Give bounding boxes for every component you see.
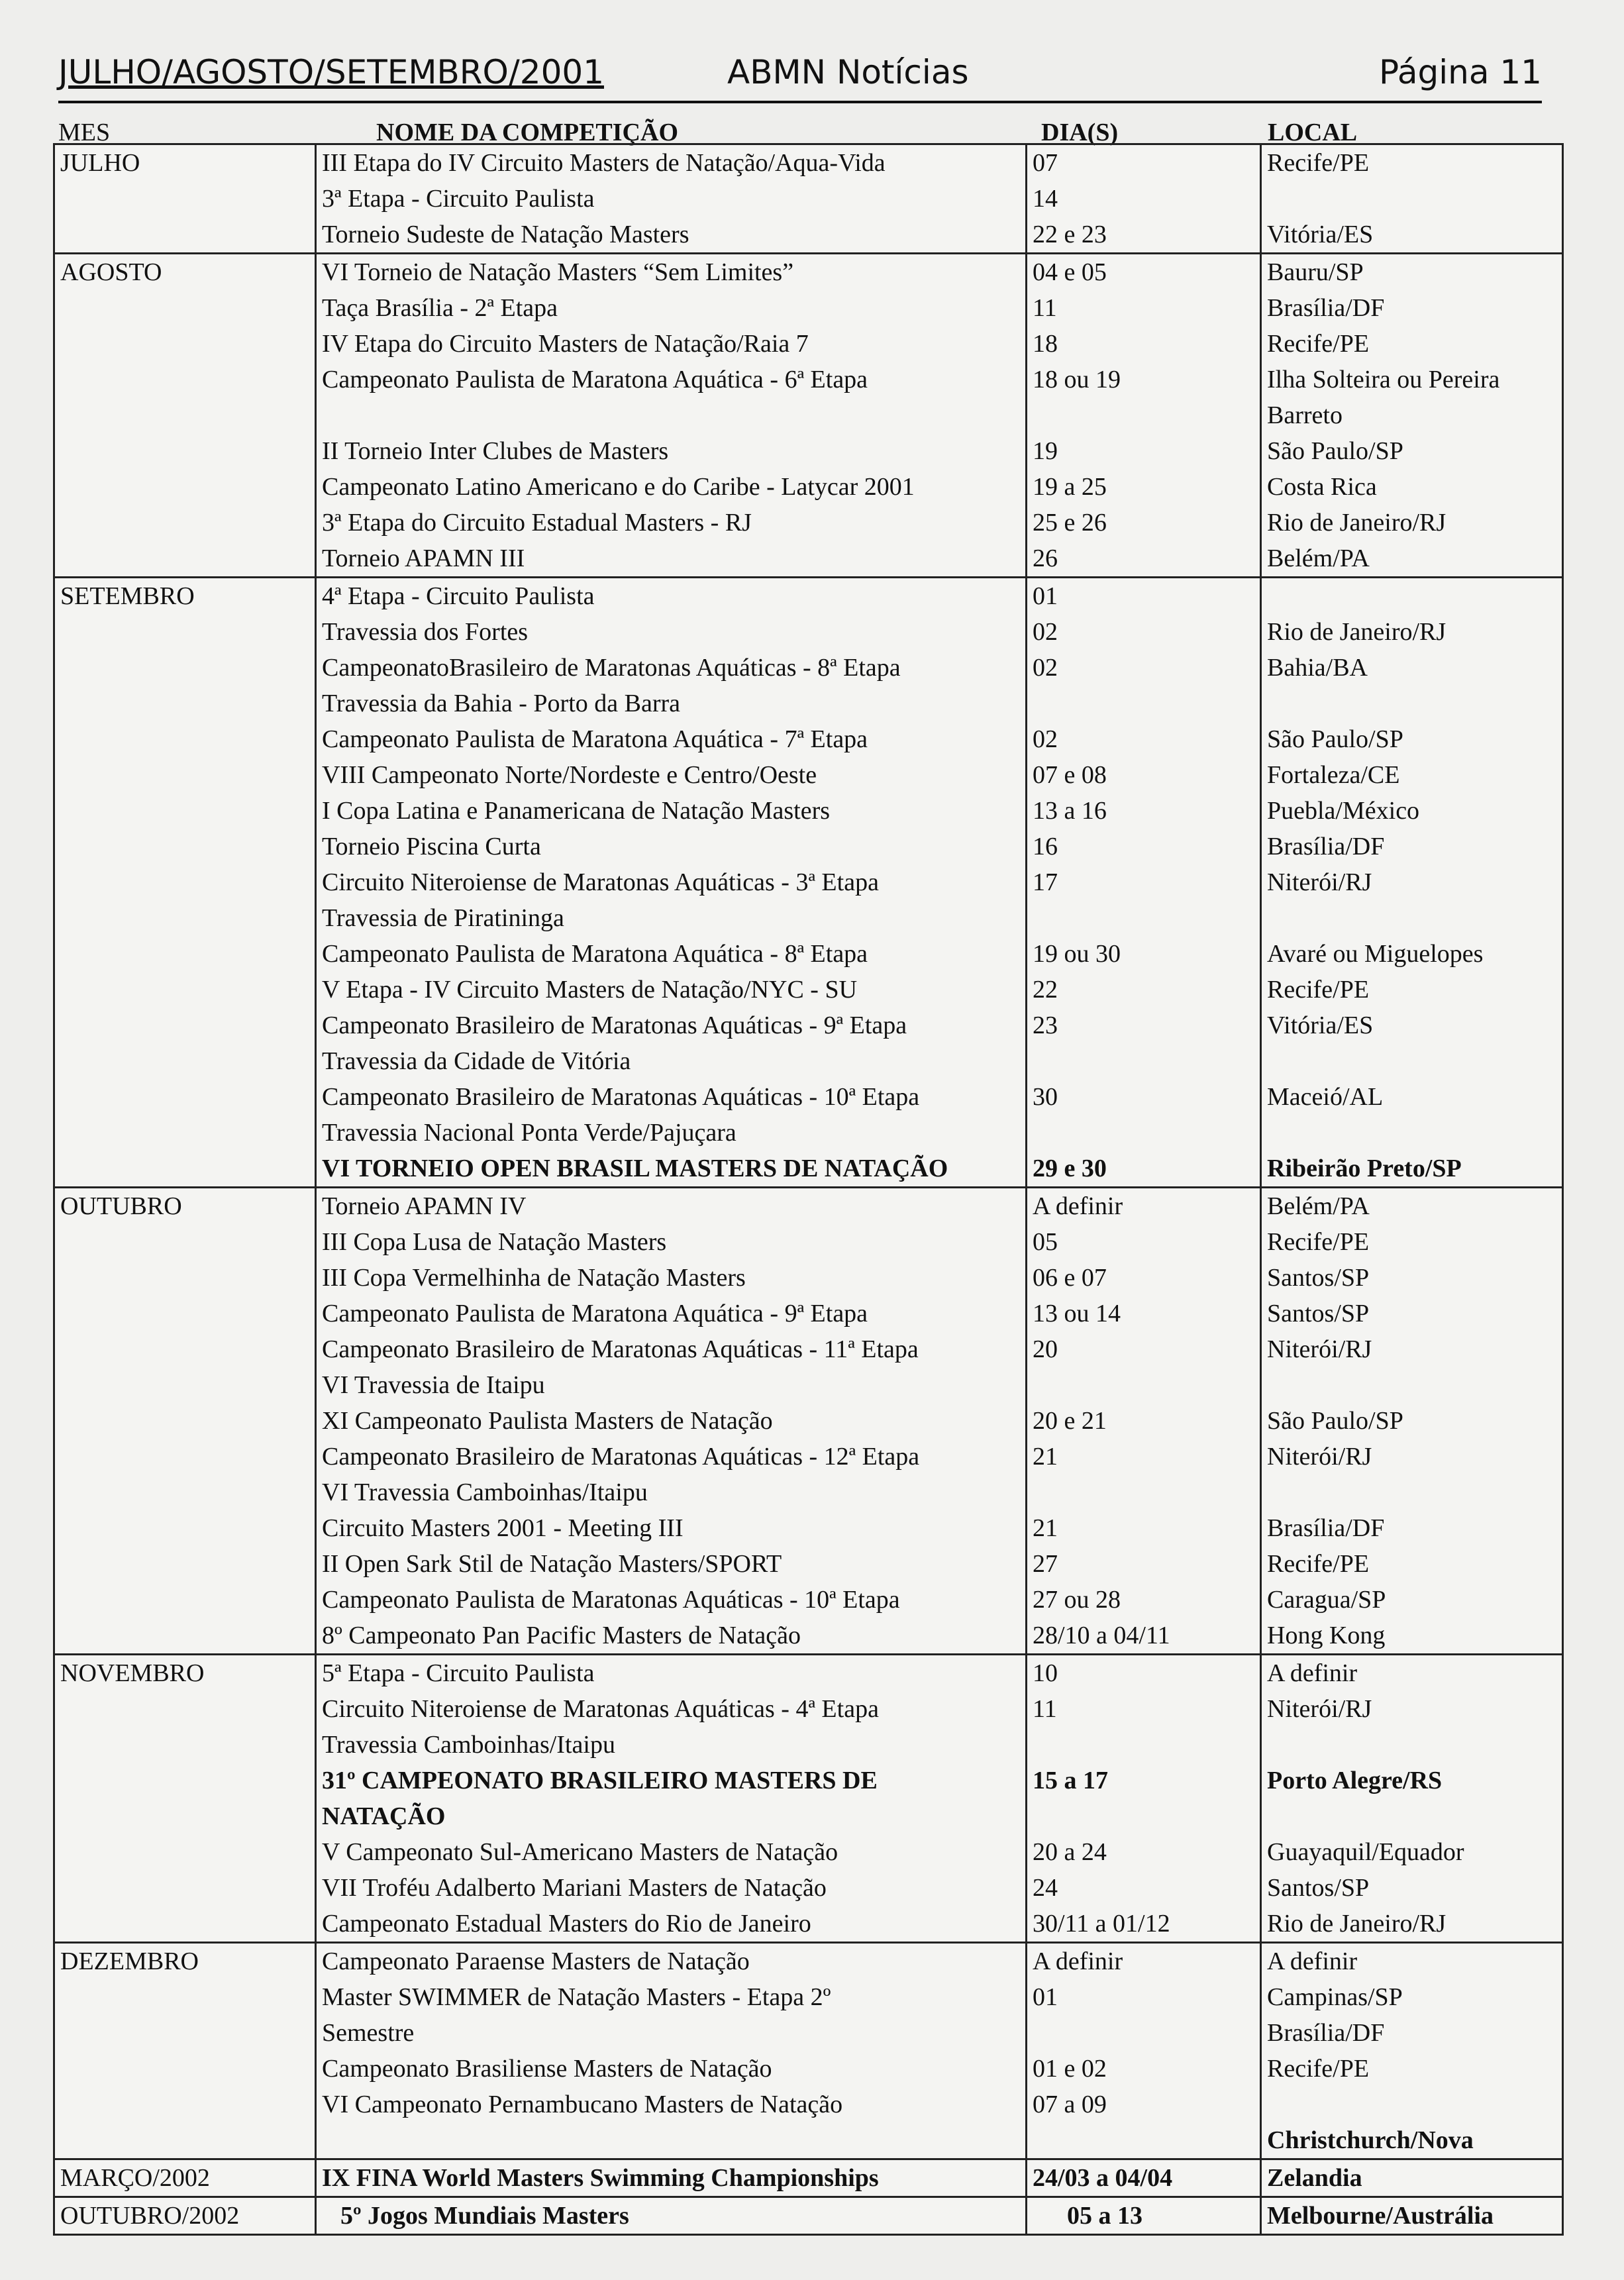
competition-name: Campeonato Brasileiro de Maratonas Aquáticas - 12ª Etapa [322,1443,920,1471]
competition-name: Travessia de Piratininga [322,904,564,932]
competition-name: Campeonato Brasileiro de Maratonas Aquáticas - 11ª Etapa [322,1335,919,1363]
competition-location-cell [1261,1188,1563,1655]
competition-name: II Torneio Inter Clubes de Masters [322,437,669,465]
competition-location [1267,1043,1556,1079]
competition-days: 06 e 07 [1033,1264,1107,1292]
competition-days [1033,2015,1254,2051]
competition-location: Guayaquil/Equador [1267,1838,1464,1866]
month-label: DEZEMBRO [54,1943,316,2159]
competition-days-cell [1027,2197,1261,2235]
competition-name: Circuito Niteroiense de Maratonas Aquáticas - 4ª Etapa [322,1695,879,1723]
competition-days: 22 [1033,976,1058,1004]
competition-name: VI Campeonato Pernambucano Masters de Natação [322,2091,843,2118]
competition-days: 13 a 16 [1033,797,1107,825]
competition-location: Maceió/AL [1267,1083,1384,1111]
competition-days [1033,1367,1254,1403]
month-row [54,2159,1563,2197]
page-number: Página 11 [1378,53,1542,91]
competition-location: Hong Kong [1267,1622,1386,1649]
competition-location: Niterói/RJ [1267,1443,1372,1471]
competition-location: Ilha Solteira ou Pereira [1267,366,1500,393]
competition-name: VII Troféu Adalberto Mariani Masters de Natação [322,1874,827,1902]
competition-name: Campeonato Estadual Masters do Rio de Janeiro [322,1910,811,1938]
competition-location-cell [1261,2197,1563,2235]
competition-days [1033,1043,1254,1079]
competition-schedule-table [53,143,1564,2236]
competition-name: VI Travessia Camboinhas/Itaipu [322,1478,648,1506]
competition-days: 27 [1033,1550,1058,1578]
competition-location: Recife/PE [1267,1228,1370,1256]
competition-name: Campeonato Brasiliense Masters de Natação [322,2055,772,2083]
competition-name: Circuito Masters 2001 - Meeting III [322,1514,684,1542]
competition-days: 11 [1033,1695,1057,1723]
competition-name: VI Torneio de Natação Masters “Sem Limites” [322,258,794,286]
competition-days: 18 [1033,330,1058,358]
competition-name: Campeonato Brasileiro de Maratonas Aquáticas - 10ª Etapa [322,1083,920,1111]
competition-name: Campeonato Paulista de Maratona Aquática - 7ª Etapa [322,725,868,753]
competition-name: Travessia dos Fortes [322,618,529,646]
competition-name: XI Campeonato Paulista Masters de Natação [322,1407,773,1435]
competition-name: VI TORNEIO OPEN BRASIL MASTERS DE NATAÇÃO [322,1155,948,1182]
month-row [54,144,1563,254]
competition-location [1267,578,1556,614]
competition-location: Recife/PE [1267,149,1370,177]
competition-location: Brasília/DF [1267,1514,1385,1542]
competition-name: 31º CAMPEONATO BRASILEIRO MASTERS DE [322,1767,878,1794]
competition-name: Master SWIMMER de Natação Masters - Etapa 2º [322,1983,831,2011]
competition-days: 19 ou 30 [1033,940,1121,968]
competition-days: 22 e 23 [1033,221,1107,248]
competition-location: Recife/PE [1267,1550,1370,1578]
competition-location: Porto Alegre/RS [1267,1767,1443,1794]
column-header-dia: DIA(S) [1041,119,1119,146]
competition-location [1267,686,1556,721]
column-header-local: LOCAL [1268,119,1358,146]
competition-days-cell [1027,1655,1261,1943]
competition-name: III Etapa do IV Circuito Masters de Natação/Aqua-Vida [322,149,886,177]
competition-name: 3ª Etapa - Circuito Paulista [322,185,595,213]
competition-days: 19 [1033,437,1058,465]
competition-days: 28/10 a 04/11 [1033,1622,1170,1649]
competition-days: 24 [1033,1874,1058,1902]
page-header [58,48,1542,103]
competition-location [1267,1727,1556,1763]
competition-name: 3ª Etapa do Circuito Estadual Masters - RJ [322,509,752,537]
competition-days: 02 [1033,725,1058,753]
competition-location: Recife/PE [1267,330,1370,358]
competition-name-cell [316,2197,1027,2235]
competition-days: 15 a 17 [1033,1767,1108,1794]
competition-location: Fortaleza/CE [1267,761,1400,789]
month-row [54,1188,1563,1655]
competition-days: 04 e 05 [1033,258,1107,286]
competition-name: Travessia da Cidade de Vitória [322,1047,631,1075]
competition-location: Rio de Janeiro/RJ [1267,509,1446,537]
competition-location [1267,1798,1556,1834]
competition-name-cell [316,1655,1027,1943]
competition-name: Campeonato Paulista de Maratona Aquática - 8ª Etapa [322,940,868,968]
competition-days: 02 [1033,618,1058,646]
competition-location: Bauru/SP [1267,258,1364,286]
competition-location [1267,2087,1556,2122]
issue-date: JULHO/AGOSTO/SETEMBRO/2001 [58,53,604,91]
competition-location: Vitória/ES [1267,1011,1374,1039]
competition-days-cell [1027,144,1261,254]
competition-location: Niterói/RJ [1267,1335,1372,1363]
competition-days: 18 ou 19 [1033,366,1121,393]
competition-days: 07 a 09 [1033,2091,1107,2118]
competition-name-cell [316,1943,1027,2159]
competition-days: 01 [1033,1983,1058,2011]
competition-days: 21 [1033,1514,1058,1542]
month-label: SETEMBRO [54,578,316,1188]
competition-name: Torneio APAMN III [322,544,525,572]
competition-days-cell [1027,1188,1261,1655]
competition-name [322,2122,1020,2158]
competition-location: Vitória/ES [1267,221,1374,248]
competition-location: Avaré ou Miguelopes [1267,940,1484,968]
competition-days-cell [1027,578,1261,1188]
competition-location-cell [1261,1943,1563,2159]
column-header-nome: NOME DA COMPETIÇÃO [376,119,678,146]
competition-location: Santos/SP [1267,1874,1370,1902]
month-label: OUTUBRO/2002 [54,2197,316,2235]
competition-days-cell [1027,254,1261,578]
competition-days: A definir [1033,1192,1123,1220]
competition-name: Campeonato Paraense Masters de Natação [322,1947,750,1975]
competition-days: 20 [1033,1335,1058,1363]
competition-name: Circuito Niteroiense de Maratonas Aquáticas - 3ª Etapa [322,868,879,896]
competition-days: 16 [1033,833,1058,860]
competition-location: São Paulo/SP [1267,437,1403,465]
competition-location-cell [1261,578,1563,1188]
competition-days: 30/11 a 01/12 [1033,1910,1170,1938]
competition-location: Santos/SP [1267,1300,1370,1327]
competition-days: 07 [1033,149,1058,177]
competition-location: Rio de Janeiro/RJ [1267,618,1446,646]
competition-days: 13 ou 14 [1033,1300,1121,1327]
competition-name: Campeonato Latino Americano e do Caribe - Latycar 2001 [322,473,915,501]
competition-days [1033,2122,1254,2158]
competition-name: Campeonato Paulista de Maratonas Aquáticas - 10ª Etapa [322,1586,900,1614]
competition-location: Barreto [1267,401,1343,429]
competition-name: Travessia Camboinhas/Itaipu [322,1731,615,1759]
competition-days: 11 [1033,294,1057,322]
competition-days: 20 a 24 [1033,1838,1107,1866]
competition-days: 21 [1033,1443,1058,1471]
competition-name-cell [316,144,1027,254]
competition-name: IV Etapa do Circuito Masters de Natação/Raia 7 [322,330,809,358]
month-label: OUTUBRO [54,1188,316,1655]
competition-name: Taça Brasília - 2ª Etapa [322,294,558,322]
competition-days: 27 ou 28 [1033,1586,1121,1614]
competition-location: Zelandia [1267,2164,1362,2192]
competition-location: Bahia/BA [1267,654,1368,682]
competition-days [1033,1475,1254,1510]
competition-name: Torneio APAMN IV [322,1192,527,1220]
competition-location: Niterói/RJ [1267,868,1372,896]
competition-name: III Copa Vermelhinha de Natação Masters [322,1264,746,1292]
competition-location: A definir [1267,1659,1358,1687]
competition-name-cell [316,254,1027,578]
competition-days: 01 [1033,582,1058,610]
competition-name: III Copa Lusa de Natação Masters [322,1228,667,1256]
competition-name: 5ª Etapa - Circuito Paulista [322,1659,595,1687]
competition-days-cell [1027,2159,1261,2197]
competition-location-cell [1261,2159,1563,2197]
competition-location-cell [1261,144,1563,254]
competition-name: Torneio Sudeste de Natação Masters [322,221,689,248]
competition-name: V Campeonato Sul-Americano Masters de Natação [322,1838,838,1866]
competition-location: A definir [1267,1947,1358,1975]
competition-location: Costa Rica [1267,473,1377,501]
competition-name: Travessia Nacional Ponta Verde/Pajuçara [322,1119,736,1147]
competition-name: Campeonato Paulista de Maratona Aquática - 9ª Etapa [322,1300,868,1327]
competition-location: Campinas/SP [1267,1983,1403,2011]
competition-days [1033,900,1254,936]
competition-name: CampeonatoBrasileiro de Maratonas Aquáticas - 8ª Etapa [322,654,901,682]
competition-location: Brasília/DF [1267,294,1385,322]
competition-days: 29 e 30 [1033,1155,1107,1182]
competition-days [1033,1115,1254,1151]
competition-location: Melbourne/Austrália [1267,2202,1494,2230]
competition-days: 14 [1033,185,1058,213]
month-label: MARÇO/2002 [54,2159,316,2197]
competition-days: 20 e 21 [1033,1407,1107,1435]
competition-days: 25 e 26 [1033,509,1107,537]
competition-days: 05 [1033,1228,1058,1256]
competition-location: Belém/PA [1267,1192,1370,1220]
competition-name: VI Travessia de Itaipu [322,1371,545,1399]
competition-location: Niterói/RJ [1267,1695,1372,1723]
competition-location [1267,1115,1556,1151]
competition-days: 05 a 13 [1067,2202,1142,2230]
competition-name: Torneio Piscina Curta [322,833,541,860]
competition-days: 30 [1033,1083,1058,1111]
competition-name-cell [316,2159,1027,2197]
competition-location: Puebla/México [1267,797,1420,825]
competition-location: São Paulo/SP [1267,1407,1403,1435]
competition-name-cell [316,1188,1027,1655]
competition-name: Travessia da Bahia - Porto da Barra [322,690,681,717]
competition-location: Rio de Janeiro/RJ [1267,1910,1446,1938]
column-headers [53,111,1556,147]
competition-location: Brasília/DF [1267,833,1385,860]
competition-location: Recife/PE [1267,2055,1370,2083]
competition-days: 17 [1033,868,1058,896]
competition-name: Semestre [322,2019,415,2047]
competition-name [322,397,1020,433]
competition-location: Belém/PA [1267,544,1370,572]
competition-days: 01 e 02 [1033,2055,1107,2083]
competition-name: 8º Campeonato Pan Pacific Masters de Natação [322,1622,801,1649]
competition-location-cell [1261,254,1563,578]
competition-location [1267,181,1556,217]
competition-name: NATAÇÃO [322,1802,446,1830]
competition-days-cell [1027,1943,1261,2159]
month-row [54,1655,1563,1943]
competition-days: 26 [1033,544,1058,572]
competition-name: I Copa Latina e Panamericana de Natação Masters [322,797,831,825]
competition-days: 23 [1033,1011,1058,1039]
month-row [54,2197,1563,2235]
competition-location [1267,1475,1556,1510]
publication-title: ABMN Notícias [727,53,969,91]
competition-location: Recife/PE [1267,976,1370,1004]
competition-name: Campeonato Brasileiro de Maratonas Aquáticas - 9ª Etapa [322,1011,907,1039]
competition-days: 07 e 08 [1033,761,1107,789]
month-row [54,254,1563,578]
competition-days: 10 [1033,1659,1058,1687]
competition-name: 4ª Etapa - Circuito Paulista [322,582,595,610]
competition-days: 24/03 a 04/04 [1033,2164,1173,2192]
competition-name: II Open Sark Stil de Natação Masters/SPORT [322,1550,782,1578]
competition-days [1033,397,1254,433]
month-row [54,578,1563,1188]
competition-name: V Etapa - IV Circuito Masters de Natação/NYC - SU [322,976,858,1004]
competition-location: São Paulo/SP [1267,725,1403,753]
competition-location [1267,900,1556,936]
competition-location: Christchurch/Nova [1267,2126,1474,2154]
competition-name: IX FINA World Masters Swimming Championships [322,2164,879,2192]
competition-days [1033,1727,1254,1763]
competition-location-cell [1261,1655,1563,1943]
competition-location: Santos/SP [1267,1264,1370,1292]
competition-days [1033,686,1254,721]
month-label: AGOSTO [54,254,316,578]
competition-name-cell [316,578,1027,1188]
competition-location: Caragua/SP [1267,1586,1386,1614]
competition-days [1033,1798,1254,1834]
month-row [54,1943,1563,2159]
competition-name: VIII Campeonato Norte/Nordeste e Centro/Oeste [322,761,817,789]
competition-days: 02 [1033,654,1058,682]
competition-location [1267,1367,1556,1403]
competition-name: 5º Jogos Mundiais Masters [340,2202,629,2230]
competition-days: A definir [1033,1947,1123,1975]
month-label: JULHO [54,144,316,254]
competition-location: Brasília/DF [1267,2019,1385,2047]
competition-location: Ribeirão Preto/SP [1267,1155,1462,1182]
column-header-mes: MES [58,119,111,146]
month-label: NOVEMBRO [54,1655,316,1943]
competition-days: 19 a 25 [1033,473,1107,501]
competition-name: Campeonato Paulista de Maratona Aquática - 6ª Etapa [322,366,868,393]
